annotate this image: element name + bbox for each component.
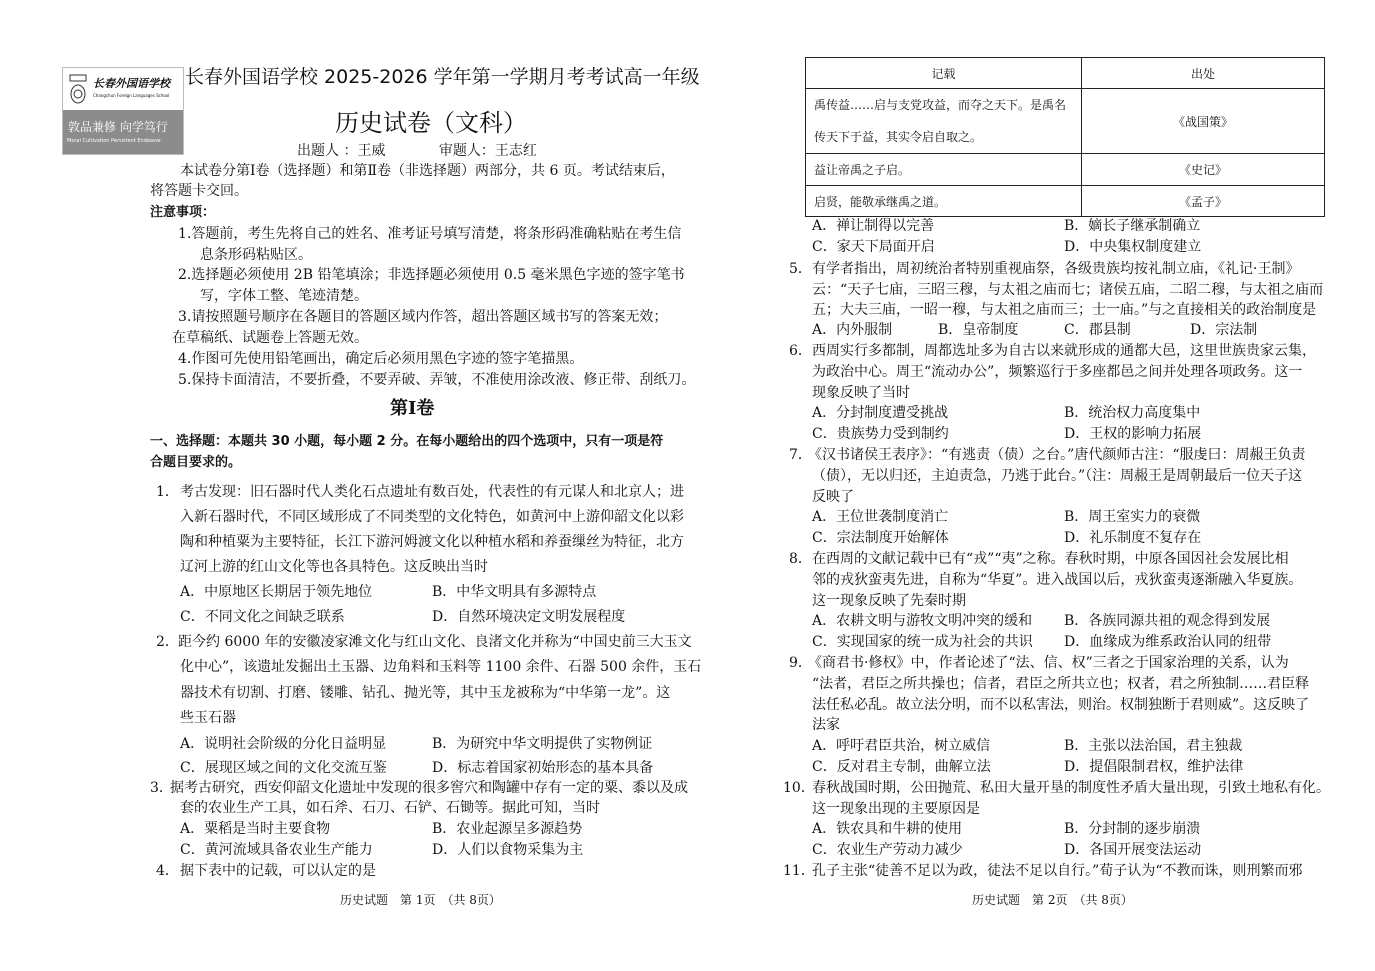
option-d: D．自然环境决定文明发展程度: [432, 609, 626, 625]
question-number: 2．: [156, 634, 179, 650]
question-text: 器技术有切割、打磨、镂雕、钻孔、抛光等，其中玉龙被称为“中华第一龙”。这: [180, 685, 671, 701]
question-number: 11．: [783, 863, 815, 879]
question-text: 《汉书诸侯王表序》：“有逃责（债）之台。”唐代颜师古注：“服虔曰：周赧王负责: [808, 447, 1306, 463]
option-a: A．呼吁君臣共治，树立威信: [812, 738, 991, 754]
page-footer: 历史试题 第 1页 （共 8页）: [340, 893, 501, 907]
option-c: C．黄河流域具备农业生产能力: [180, 842, 373, 858]
question-number: 5．: [789, 261, 812, 277]
table-header: 出处: [1082, 58, 1325, 89]
school-emblem-icon: [69, 74, 87, 104]
question-text: 《商君书·修权》中，作者论述了“法、信、权”三者之于国家治理的关系，认为: [808, 655, 1289, 671]
question-text: 在西周的文献记载中已有“戎”“夷”之称。春秋时期，中原各国因社会发展比相: [812, 551, 1289, 567]
option-b: B．主张以法治国，君主独裁: [1064, 738, 1243, 754]
option-a: A．禅让制得以完善: [812, 218, 935, 234]
option-c: C．家天下局面开启: [812, 239, 935, 255]
option-b: B．嫡长子继承制确立: [1064, 218, 1201, 234]
question-text: 入新石器时代，不同区域形成了不同类型的文化特色，如黄河中上游仰韶文化以彩: [180, 509, 684, 525]
option-d: D．血缘成为维系政治认同的纽带: [1064, 634, 1272, 650]
question-text: 邻的戎狄蛮夷先进，自称为“华夏”。进入战国以后，戎狄蛮夷逐渐融入华夏族。: [812, 572, 1303, 588]
question-number: 8．: [789, 551, 812, 567]
option-c: C．反对君主专制，曲解立法: [812, 759, 991, 775]
table-header: 记载: [806, 58, 1082, 89]
option-a: A．说明社会阶级的分化日益明显: [180, 736, 387, 752]
intro-line: 将答题卡交回。: [150, 183, 248, 199]
question-text: 距今约 6000 年的安徽凌家滩文化与红山文化、良渚文化并称为“中国史前三大玉文: [178, 634, 692, 650]
question-text: （债），无以归还，主迫责急，乃逃于此台。”（注：周赧王是周朝最后一位天子这: [812, 468, 1303, 484]
option-b: B．中华文明具有多源特点: [432, 584, 597, 600]
option-a: A．内外服制: [812, 322, 893, 338]
note-line: 在草稿纸、试题卷上答题无效。: [172, 330, 368, 346]
question-text: 为政治中心。周王“流动办公”，频繁巡行于多座都邑之间并处理各项政务。这一: [812, 364, 1303, 380]
note-line: 1.答题前，考生先将自己的姓名、准考证号填写清楚，将条形码准确粘贴在考生信: [178, 226, 682, 242]
records-table: [805, 57, 1325, 217]
option-a: A．分封制度遭受挑战: [812, 405, 949, 421]
option-a: A．中原地区长期居于领先地位: [180, 584, 373, 600]
note-line: 2.选择题必须使用 2B 铅笔填涂；非选择题必须使用 0.5 毫米黑色字迹的签字笔书: [178, 267, 685, 283]
question-number: 7．: [789, 447, 812, 463]
option-b: B．分封制的逐步崩溃: [1064, 821, 1201, 837]
option-b: B．各族同源共祖的观念得到发展: [1064, 613, 1271, 629]
question-number: 4．: [156, 863, 179, 879]
authors: 出题人 ：王威 审题人：王志红: [297, 143, 537, 159]
exam-title: 长春外国语学校 2025-2026 学年第一学期月考考试高一年级: [185, 66, 700, 88]
school-logo: [62, 67, 184, 155]
option-c: C．不同文化之间缺乏联系: [180, 609, 345, 625]
question-text: 化中心”，该遗址发掘出土玉器、边角料和玉料等 1100 余件、石器 500 余件，玉石: [180, 659, 702, 675]
question-number: 1．: [156, 484, 179, 500]
question-number: 6．: [789, 343, 812, 359]
option-c: C．展现区域之间的文化交流互鉴: [180, 760, 387, 776]
notes-heading: 注意事项：: [150, 205, 216, 220]
question-number: 10．: [783, 780, 815, 796]
note-line: 写，字体工整、笔迹清楚。: [200, 288, 368, 304]
note-line: 5.保持卡面清洁，不要折叠，不要弄破、弄皱，不准使用涂改液、修正带、刮纸刀。: [178, 372, 696, 388]
option-c: C．宗法制度开始解体: [812, 530, 949, 546]
motto-cn: 敦品兼修 向学笃行: [68, 120, 168, 134]
question-text: 考古发现：旧石器时代人类化石点遗址有数百处，代表性的有元谋人和北京人；进: [180, 484, 684, 500]
option-d: D．中央集权制度建立: [1064, 239, 1202, 255]
option-b: B．周王室实力的衰微: [1064, 509, 1201, 525]
option-a: A．农耕文明与游牧文明冲突的缓和: [812, 613, 1033, 629]
question-text: 有学者指出，周初统治者特别重视庙祭，各级贵族均按礼制立庙，《礼记·王制》: [812, 261, 1300, 277]
motto-en: Moral Cultivation Persistent Endeavor: [67, 138, 162, 144]
question-text: 云：“天子七庙，三昭三穆，与太祖之庙而七；诸侯五庙，二昭二穆，与太祖之庙而: [812, 282, 1324, 298]
option-c: C．农业生产劳动力减少: [812, 842, 963, 858]
table-cell: 《孟子》: [1082, 186, 1325, 217]
section-heading: 合题目要求的。: [150, 455, 242, 470]
option-a: A．铁农具和牛耕的使用: [812, 821, 963, 837]
question-text: 法任私必乱。故立法分明，而不以私害法，则治。权制独断于君则威”。这反映了: [812, 697, 1310, 713]
option-b: B．农业起源呈多源趋势: [432, 821, 583, 837]
question-text: 辽河上游的红山文化等也各具特色。这反映出当时: [180, 559, 488, 575]
option-b: B．皇帝制度: [938, 322, 1019, 338]
question-text: 据下表中的记载，可以认定的是: [180, 863, 376, 879]
question-text: 现象反映了当时: [812, 385, 910, 401]
question-number: 3．: [150, 780, 173, 796]
note-line: 3.请按照题号顺序在各题目的答题区域内作答，超出答题区域书写的答案无效；: [178, 309, 668, 325]
exam-subtitle: 历史试卷（文科）: [335, 109, 527, 137]
option-c: C．贵族势力受到制约: [812, 426, 949, 442]
section-heading: 一、选择题：本题共 30 小题，每小题 2 分。在每小题给出的四个选项中，只有一项是符: [150, 434, 664, 449]
question-text: 五；大夫三庙，一昭一穆，与太祖之庙而三；士一庙。”与之直接相关的政治制度是: [812, 302, 1317, 318]
option-a: A．王位世袭制度消亡: [812, 509, 949, 525]
option-b: B．统治权力高度集中: [1064, 405, 1201, 421]
table-cell: 益让帝禹之子启。: [806, 154, 1082, 186]
option-d: D．各国开展变法运动: [1064, 842, 1202, 858]
note-line: 息条形码粘贴区。: [200, 247, 312, 263]
question-text: 陶和种植粟为主要特征，长江下游河姆渡文化以种植水稻和养蚕缫丝为特征，北方: [180, 534, 684, 550]
option-d: D．提倡限制君权，维护法律: [1064, 759, 1244, 775]
page-footer: 历史试题 第 2页 （共 8页）: [972, 893, 1133, 907]
question-text: 春秋战国时期，公田抛荒、私田大量开垦的制度性矛盾大量出现，引致土地私有化。: [812, 780, 1330, 796]
question-text: 些玉石器: [180, 710, 236, 726]
intro-line: 本试卷分第Ⅰ卷（选择题）和第Ⅱ卷（非选择题）两部分，共 6 页。考试结束后，: [180, 163, 675, 179]
option-c: C．郡县制: [1064, 322, 1131, 338]
volume-heading: 第Ⅰ卷: [390, 398, 435, 419]
table-cell: 《史记》: [1082, 154, 1325, 186]
option-d: D．标志着国家初始形态的基本具备: [432, 760, 654, 776]
question-text: 这一现象出现的主要原因是: [812, 801, 980, 817]
option-d: D．礼乐制度不复存在: [1064, 530, 1202, 546]
question-text: 据考古研究，西安仰韶文化遗址中发现的很多窖穴和陶罐中存有一定的粟、黍以及成: [170, 780, 688, 796]
table-cell: 启贤，能敬承继禹之道。: [806, 186, 1082, 217]
logo-en: Changchun Foreign Languages School: [93, 93, 170, 98]
question-text: 西周实行多都制，周都选址多为自古以来就形成的通都大邑，这里世族贵家云集，: [812, 343, 1316, 359]
option-d: D．人们以食物采集为主: [432, 842, 584, 858]
option-b: B．为研究中华文明提供了实物例证: [432, 736, 653, 752]
option-a: A．粟稻是当时主要食物: [180, 821, 331, 837]
note-line: 4.作图可先使用铅笔画出，确定后必须用黑色字迹的签字笔描黑。: [178, 351, 584, 367]
table-cell: 《战国策》: [1082, 89, 1325, 154]
question-text: 这一现象反映了先秦时期: [812, 593, 966, 609]
question-text: “法者，君臣之所共操也；信者，君臣之所共立也；权者，君之所独制……君臣释: [812, 676, 1310, 692]
option-d: D．宗法制: [1190, 322, 1258, 338]
question-number: 9．: [789, 655, 812, 671]
question-text: 反映了: [812, 489, 854, 505]
logo-cn: 长春外国语学校: [93, 77, 170, 90]
question-text: 法家: [812, 717, 840, 733]
question-text: 套的农业生产工具，如石斧、石刀、石铲、石锄等。据此可知，当时: [180, 800, 600, 816]
option-d: D．王权的影响力拓展: [1064, 426, 1202, 442]
question-text: 孔子主张“徒善不足以为政，徒法不足以自行。”荀子认为“不教而诛，则刑繁而邪: [812, 863, 1303, 879]
option-c: C．实现国家的统一成为社会的共识: [812, 634, 1033, 650]
table-cell: 禹传益……启与支党攻益，而夺之天下。是禹名传天下于益，其实令启自取之。: [806, 89, 1082, 154]
